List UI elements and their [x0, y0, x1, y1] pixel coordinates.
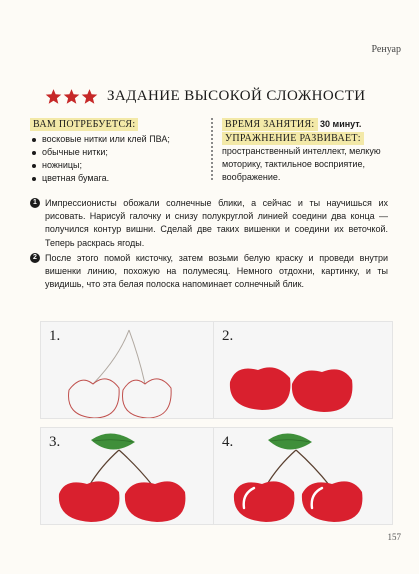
- step-number-badge: 2: [30, 253, 40, 263]
- info-box: [222, 118, 397, 184]
- list-item: обычные нитки;: [30, 146, 200, 159]
- illustration-step-4: [213, 427, 393, 525]
- page-title: ЗАДАНИЕ ВЫСОКОЙ СЛОЖНОСТИ: [107, 88, 366, 104]
- cherry-with-leaf-drawing: [41, 428, 219, 524]
- time-label: ВРЕМЯ ЗАНЯТИЯ:: [222, 118, 318, 131]
- step-paragraph: [30, 197, 388, 250]
- cherry-filled-drawing: [214, 322, 392, 418]
- needs-list: [30, 133, 200, 185]
- difficulty-stars: [45, 88, 98, 105]
- illustration-step-1: [40, 321, 220, 419]
- step-label: 1.: [49, 328, 61, 344]
- star-icon: [45, 88, 62, 105]
- instructions: [30, 197, 388, 293]
- step-text: После этого помой кисточку, затем возьми белую краску и проведи внутри вишенки линию, похожую на полумесяц. Немного отдохни, картинку, и ты увидишь, что эта белая полоска напоминает солнечный блик.: [45, 252, 388, 290]
- step-label: 3.: [49, 434, 61, 450]
- step-text: Импрессионисты обожали солнечные блики, а сейчас и ты научишься их рисовать. Нарисуй галочку и снизу полукруглой линией соедини два конца — получился контур вишни. Сделай две таких вишенки и соедини их веточкой. Теперь раскрась ягоды.: [45, 198, 388, 248]
- running-head: Ренуар: [371, 44, 401, 55]
- illustration-step-2: [213, 321, 393, 419]
- list-item: восковые нитки или клей ПВА;: [30, 133, 200, 146]
- step-label: 2.: [222, 328, 234, 344]
- develops-row: [222, 132, 397, 145]
- task-title-row: [45, 88, 366, 105]
- cherry-with-highlight-drawing: [214, 428, 392, 524]
- step-label: 4.: [222, 434, 234, 450]
- illustration-step-3: [40, 427, 220, 525]
- step-paragraph: [30, 252, 388, 292]
- page-number: 157: [387, 532, 401, 542]
- time-value: 30 минут.: [320, 119, 362, 129]
- cherry-outline-drawing: [41, 322, 219, 418]
- step-number-badge: 1: [30, 198, 40, 208]
- star-icon: [63, 88, 80, 105]
- needs-heading: ВАМ ПОТРЕБУЕТСЯ:: [30, 118, 138, 131]
- develops-heading: УПРАЖНЕНИЕ РАЗВИВАЕТ:: [222, 132, 364, 145]
- list-item: ножницы;: [30, 159, 200, 172]
- needs-box: [30, 118, 200, 185]
- develops-text: пространственный интеллект, мелкую моторику, тактильное восприятие, воображение.: [222, 146, 381, 182]
- time-row: [222, 118, 397, 131]
- star-icon: [81, 88, 98, 105]
- dotted-divider: [211, 118, 213, 180]
- list-item: цветная бумага.: [30, 172, 200, 185]
